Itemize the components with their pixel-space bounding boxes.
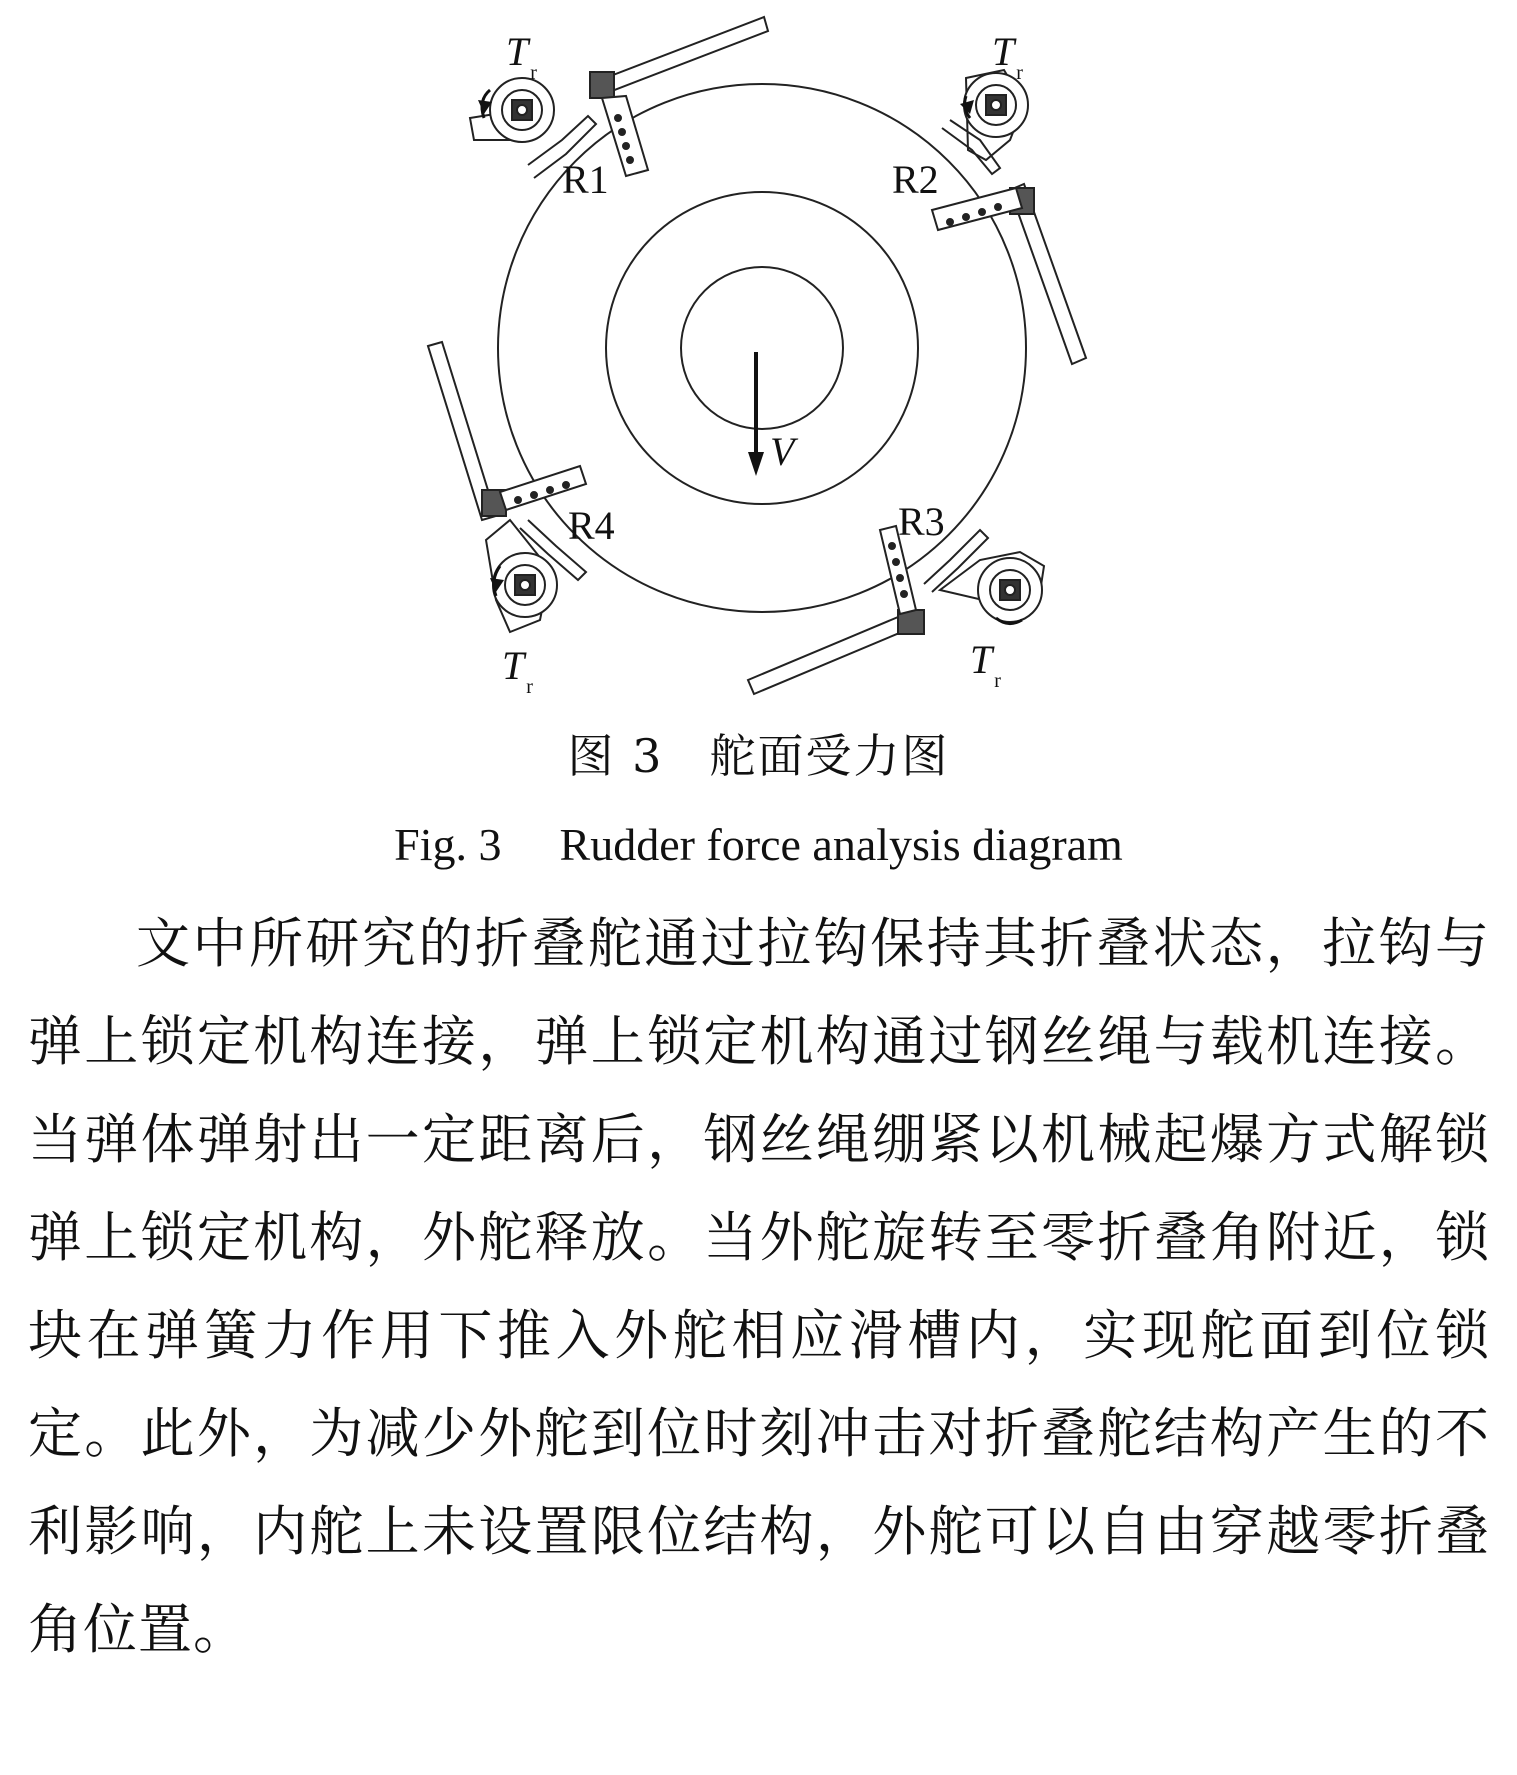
torque-label-r1 (506, 29, 537, 84)
torque-subscript: r (994, 670, 1001, 692)
rudder-diagram (0, 0, 1517, 700)
caption-cn-number: 图 3 (567, 729, 664, 783)
torque-subscript: r (526, 676, 533, 698)
label-velocity: V (770, 429, 795, 474)
figure-caption-chinese (0, 720, 1517, 786)
torque-label-r3 (970, 637, 1001, 692)
label-r1: R1 (562, 157, 609, 202)
body-text (28, 895, 1490, 1679)
figure-caption-english (0, 818, 1517, 871)
label-r4: R4 (568, 503, 615, 548)
caption-en-title: Rudder force analysis diagram (559, 819, 1123, 870)
body-paragraph: 文中所研究的折叠舵通过拉钩保持其折叠状态，拉钩与弹上锁定机构连接，弹上锁定机构通过钢丝绳与载机连接。当弹体弹射出一定距离后，钢丝绳绷紧以机械起爆方式解锁弹上锁定机构，外舵释放。当外舵旋转至零折叠角附近，锁块在弹簧力作用下推入外舵相应滑槽内，实现舵面到位锁定。此外，为减少外舵到位时刻冲击对折叠舵结构产生的不利影响，内舵上未设置限位结构，外舵可以自由穿越零折叠角位置。 (28, 912, 1490, 1661)
torque-subscript: r (530, 62, 537, 84)
rudder-r2 (932, 70, 1086, 364)
torque-label-r2 (992, 29, 1023, 84)
torque-symbol: T (502, 643, 525, 688)
velocity-arrow (748, 352, 764, 476)
torque-symbol: T (992, 29, 1015, 74)
torque-symbol: T (506, 29, 529, 74)
torque-symbol: T (970, 637, 993, 682)
torque-label-r4 (502, 643, 533, 698)
label-r2: R2 (892, 157, 939, 202)
rudder-force-figure (0, 0, 1517, 700)
label-r3: R3 (898, 499, 945, 544)
torque-subscript: r (1016, 62, 1023, 84)
caption-cn-title: 舵面受力图 (709, 729, 950, 783)
caption-en-number: Fig. 3 (394, 819, 502, 870)
rudder-r4 (428, 342, 586, 632)
inner-body-circle (681, 267, 843, 429)
